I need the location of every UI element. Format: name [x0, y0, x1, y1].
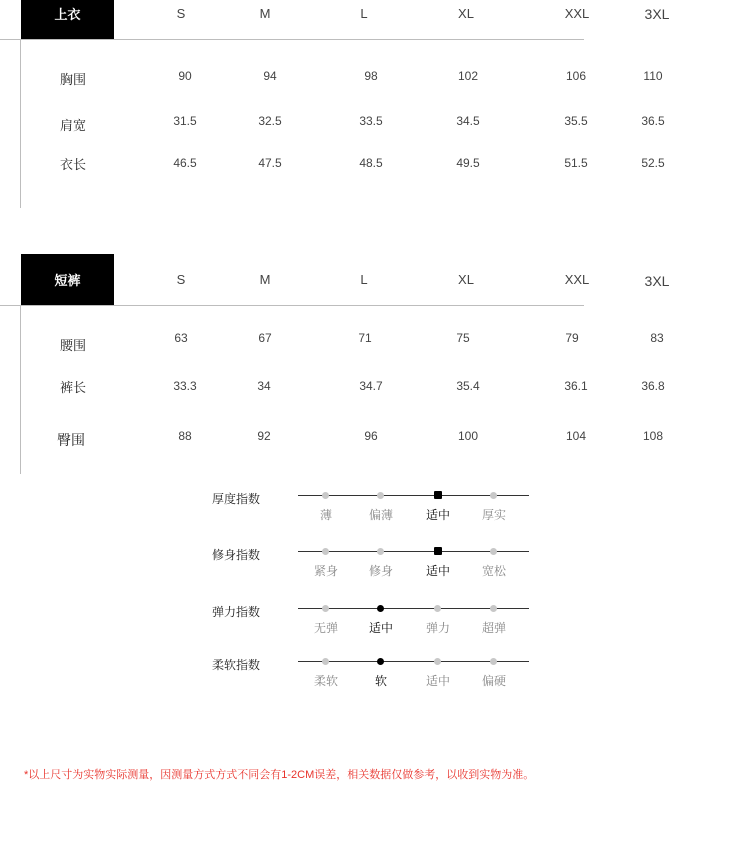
- table-cell: 32.5: [258, 114, 282, 128]
- scale-option-selected: 软: [374, 674, 387, 688]
- shorts-left-border: [20, 305, 21, 474]
- scale-dot-selected: [377, 658, 384, 665]
- scale-dot: [322, 605, 329, 612]
- table-cell: 96: [364, 429, 378, 443]
- scale-option: 厚实: [481, 508, 506, 522]
- scale-option: 弹力: [425, 621, 450, 635]
- table-cell: 36.5: [641, 114, 665, 128]
- scale-option: 薄: [319, 508, 332, 522]
- shorts-size-l: L: [360, 272, 368, 287]
- scale-option-selected: 适中: [368, 621, 393, 635]
- row-label-length: 衣长: [59, 157, 86, 172]
- scale-option-selected: 适中: [425, 508, 450, 522]
- shorts-size-xxl: XXL: [564, 272, 590, 287]
- scale-option: 无弹: [313, 621, 338, 635]
- table-cell: 90: [178, 69, 192, 83]
- table-cell: 104: [565, 429, 587, 443]
- scale-dot: [322, 548, 329, 555]
- scale-option: 宽松: [481, 564, 506, 578]
- table-cell: 52.5: [641, 156, 665, 170]
- scale-option: 超弹: [481, 621, 506, 635]
- shorts-size-3xl: 3XL: [644, 273, 670, 289]
- shorts-size-m: M: [259, 272, 271, 287]
- table-cell: 34.7: [359, 379, 383, 393]
- scale-dot-selected: [434, 491, 442, 499]
- table-cell: 48.5: [359, 156, 383, 170]
- table-cell: 79: [565, 331, 579, 345]
- row-label-chest: 胸围: [59, 72, 86, 87]
- shorts-size-s: S: [176, 272, 186, 287]
- scale-option: 紧身: [313, 564, 338, 578]
- table-cell: 63: [174, 331, 188, 345]
- table-cell: 92: [257, 429, 271, 443]
- table-cell: 46.5: [173, 156, 197, 170]
- tops-size-s: S: [176, 6, 186, 21]
- table-cell: 36.1: [564, 379, 588, 393]
- table-cell: 35.5: [564, 114, 588, 128]
- table-cell: 88: [178, 429, 192, 443]
- scale-dot: [322, 658, 329, 665]
- table-cell: 33.5: [359, 114, 383, 128]
- index-title: 弹力指数: [212, 605, 261, 619]
- table-cell: 98: [364, 69, 378, 83]
- shorts-header-divider: [0, 305, 584, 306]
- table-cell: 47.5: [258, 156, 282, 170]
- row-label-hip: 臀围: [57, 432, 85, 448]
- scale-option: 适中: [425, 674, 450, 688]
- index-title: 修身指数: [212, 548, 261, 562]
- tops-size-l: L: [360, 6, 368, 21]
- scale-option: 修身: [368, 564, 393, 578]
- scale-option: 柔软: [313, 674, 338, 688]
- scale-dot: [377, 492, 384, 499]
- scale-dot: [490, 605, 497, 612]
- scale-dot: [490, 658, 497, 665]
- table-cell: 51.5: [564, 156, 588, 170]
- scale-option-selected: 适中: [425, 564, 450, 578]
- scale-dot: [490, 548, 497, 555]
- table-cell: 83: [650, 331, 664, 345]
- scale-dot: [322, 492, 329, 499]
- shorts-label: 短裤: [21, 254, 114, 305]
- scale-dot: [434, 605, 441, 612]
- table-cell: 106: [565, 69, 587, 83]
- tops-size-xxl: XXL: [564, 6, 590, 21]
- tops-size-3xl: 3XL: [644, 6, 670, 22]
- tops-size-m: M: [259, 6, 271, 21]
- table-cell: 34.5: [456, 114, 480, 128]
- tops-label: 上衣: [21, 0, 114, 39]
- table-cell: 33.3: [173, 379, 197, 393]
- shorts-size-xl: XL: [458, 272, 474, 287]
- table-cell: 49.5: [456, 156, 480, 170]
- table-cell: 35.4: [456, 379, 480, 393]
- table-cell: 34: [257, 379, 271, 393]
- table-cell: 108: [642, 429, 664, 443]
- scale-dot: [490, 492, 497, 499]
- scale-dot-selected: [377, 605, 384, 612]
- tops-left-border: [20, 39, 21, 208]
- table-cell: 110: [643, 69, 663, 83]
- table-cell: 94: [263, 69, 277, 83]
- table-cell: 100: [457, 429, 479, 443]
- row-label-waist: 腰围: [59, 338, 86, 353]
- scale-dot: [377, 548, 384, 555]
- tops-header-divider: [0, 39, 584, 40]
- table-cell: 36.8: [641, 379, 665, 393]
- row-label-shoulder: 肩宽: [59, 118, 86, 133]
- scale-dot: [434, 658, 441, 665]
- table-cell: 102: [457, 69, 479, 83]
- index-title: 柔软指数: [212, 658, 261, 672]
- scale-option: 偏薄: [368, 508, 393, 522]
- index-title: 厚度指数: [212, 492, 261, 506]
- table-cell: 31.5: [173, 114, 197, 128]
- scale-option: 偏硬: [481, 674, 506, 688]
- row-label-pants-length: 裤长: [59, 380, 86, 395]
- table-cell: 71: [358, 331, 372, 345]
- scale-dot-selected: [434, 547, 442, 555]
- measurement-disclaimer: *以上尺寸为实物实际测量，因测量方式方式不同会有1-2CM误差，相关数据仅做参考，以收到实物为准。: [24, 769, 535, 781]
- tops-size-xl: XL: [458, 6, 474, 21]
- table-cell: 67: [258, 331, 272, 345]
- table-cell: 75: [456, 331, 470, 345]
